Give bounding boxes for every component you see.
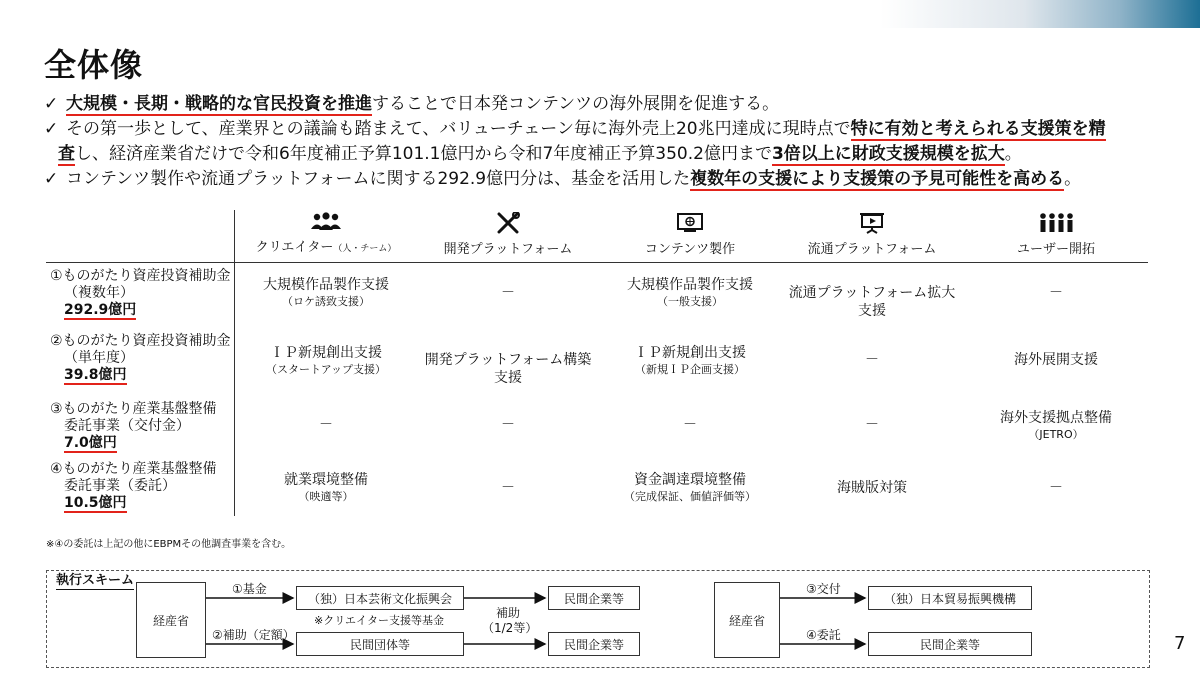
column-label: ユーザー開拓 <box>1016 242 1095 257</box>
row-subtitle: 委託事業（委託） <box>64 478 176 494</box>
column-label: 開発プラットフォーム <box>443 242 573 257</box>
table-cell: 海外展開支援 <box>1014 352 1098 368</box>
row-title: ④ものがたり産業基盤整備 <box>50 461 217 477</box>
private-company-box-top: 民間企業等 <box>548 586 640 610</box>
page-title: 全体像 <box>44 46 144 84</box>
row-title: ③ものがたり産業基盤整備 <box>50 401 217 417</box>
row-subtitle: （単年度） <box>64 350 134 366</box>
row-amount: 39.8億円 <box>64 367 127 383</box>
label-subsidy: 補助 <box>496 606 521 620</box>
table-cell: － <box>501 417 515 433</box>
table-cell: 資金調達環境整備 （完成保証、価値評価等） <box>624 472 756 503</box>
table-cell: 海外支援拠点整備 （JETRO） <box>1000 410 1112 441</box>
meti-box-left: 経産省 <box>136 582 206 658</box>
row-title: ②ものがたり資産投資補助金 <box>50 333 231 349</box>
label-hojo: ②補助（定額） <box>212 628 295 642</box>
bullet-text: コンテンツ製作や流通プラットフォームに関する292.9億円分は、基金を活用した <box>66 169 691 189</box>
table-cell: 大規模作品製作支援 （一般支援） <box>627 277 753 308</box>
highlighted-text: 3倍以上に財政支援規模を拡大 <box>771 144 1005 164</box>
table-cell: 流通プラットフォーム拡大支援 <box>788 285 956 319</box>
label-kofu: ③交付 <box>806 582 841 596</box>
org-art-council-box: （独）日本芸術文化振興会 <box>296 586 464 610</box>
row-subtitle: 委託事業（交付金） <box>64 418 190 434</box>
table-cell: － <box>865 417 879 433</box>
table-cell: ＩＰ新規創出支援 （スタートアップ支援） <box>266 345 386 376</box>
page-number: 7 <box>1174 633 1186 654</box>
table-cell: － <box>865 352 879 368</box>
private-company-box-bottom: 民間企業等 <box>548 632 640 656</box>
column-label: 流通プラットフォーム <box>807 242 937 257</box>
highlighted-text: 大規模・長期・戦略的な官民投資を推進 <box>66 94 372 114</box>
note-creator-fund: ※クリエイター支援等基金 <box>314 614 444 627</box>
table-cell: 就業環境整備 （映適等） <box>284 472 368 503</box>
column-label: クリエイター <box>255 240 334 255</box>
row-amount: 7.0億円 <box>64 435 117 451</box>
checkmark-icon: ✓ <box>44 169 59 189</box>
bullet-text: することで日本発コンテンツの海外展開を促進する。 <box>372 94 780 114</box>
table-cell: 海賊版対策 <box>837 480 907 496</box>
label-itaku: ④委託 <box>806 628 841 642</box>
private-company-box-right: 民間企業等 <box>868 632 1032 656</box>
highlighted-text: 複数年の支援により支援策の予見可能性を高める <box>690 169 1065 189</box>
row-title: ①ものがたり資産投資補助金 <box>50 268 231 284</box>
column-label: コンテンツ製作 <box>644 242 736 257</box>
table-cell: － <box>501 480 515 496</box>
execution-scheme-title: 執行スキーム <box>56 573 135 588</box>
org-jetro-box: （独）日本貿易振興機構 <box>868 586 1032 610</box>
bullet-text: その第一歩として、産業界との議論も踏まえて、バリューチェーン毎に海外売上20兆円達成に現時点で <box>66 119 851 139</box>
table-cell: ＩＰ新規創出支援 （新規ＩＰ企画支援） <box>634 345 746 376</box>
checkmark-icon: ✓ <box>44 119 59 139</box>
meti-box-right: 経産省 <box>714 582 780 658</box>
table-cell: － <box>319 417 333 433</box>
bullet-text: 。 <box>1004 144 1022 164</box>
footnote: ※④の委託は上記の他にEBPMその他調査事業を含む。 <box>46 539 292 550</box>
checkmark-icon: ✓ <box>44 94 59 114</box>
bullet-text: し、経済産業省だけで令和6年度補正予算101.1億円から令和7年度補正予算350.2億円まで <box>75 144 772 164</box>
row-amount: 292.9億円 <box>64 302 137 318</box>
highlighted-text: 査 <box>58 144 75 164</box>
highlighted-text: 特に有効と考えられる支援策を精 <box>850 119 1106 139</box>
label-subsidy-ratio: （1/2等） <box>482 621 538 635</box>
column-sublabel: （人・チーム） <box>333 244 397 254</box>
table-cell: － <box>501 285 515 301</box>
row-subtitle: （複数年） <box>64 285 134 301</box>
bullet-text: 。 <box>1064 169 1082 189</box>
table-cell: 大規模作品製作支援 （ロケ誘致支援） <box>263 277 389 308</box>
org-private-group-box: 民間団体等 <box>296 632 464 656</box>
table-cell: 開発プラットフォーム構築支援 <box>424 352 592 386</box>
label-kikin: ①基金 <box>232 582 267 596</box>
table-cell: － <box>683 417 697 433</box>
row-amount: 10.5億円 <box>64 495 127 511</box>
table-cell: － <box>1049 285 1063 301</box>
table-cell: － <box>1049 480 1063 496</box>
